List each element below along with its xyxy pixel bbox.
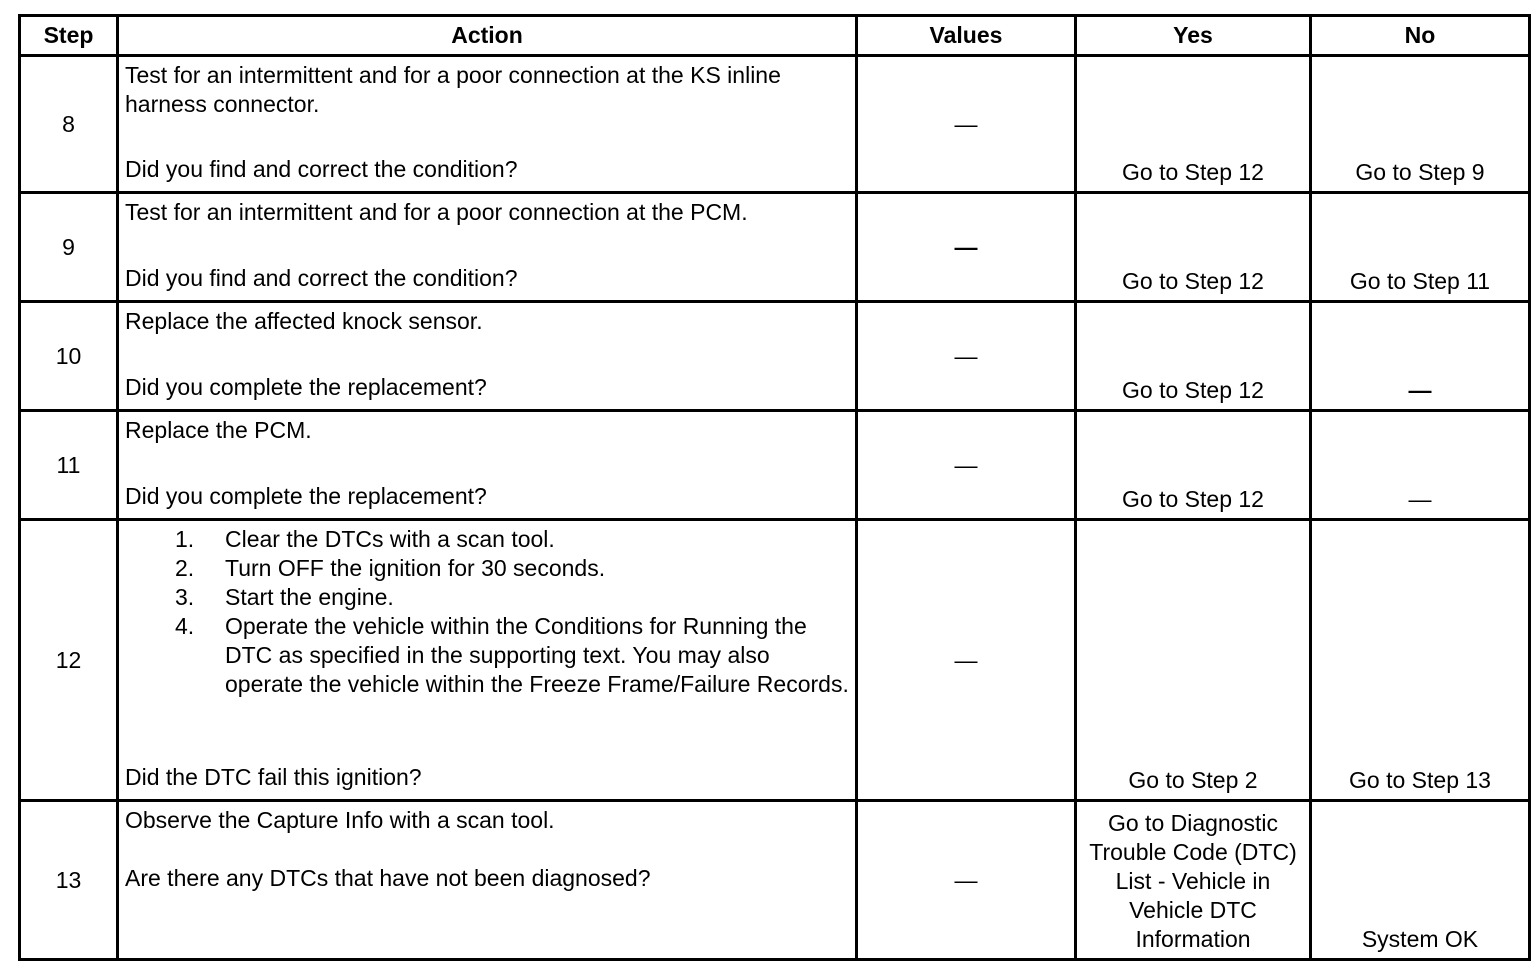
values-cell: — bbox=[857, 411, 1076, 520]
action-cell bbox=[118, 302, 857, 411]
action-question: Did you find and correct the condition? bbox=[125, 156, 518, 182]
substep-text: Turn OFF the ignition for 30 seconds. bbox=[225, 555, 606, 581]
action-text: Test for an intermittent and for a poor connection at the KS inline harness connector. bbox=[125, 62, 781, 117]
values-cell: — bbox=[857, 520, 1076, 801]
substep-number: 3. bbox=[175, 584, 195, 610]
header-step: Step bbox=[20, 16, 118, 56]
action-text: Observe the Capture Info with a scan tool. bbox=[125, 807, 555, 833]
table-row bbox=[20, 56, 1530, 193]
header-values: Values bbox=[857, 16, 1076, 56]
values-cell: — bbox=[857, 56, 1076, 193]
substep-text: Operate the vehicle within the Conditions for Running the DTC as specified in the supporting text. You may also operate the vehicle within the Freeze Frame/Failure Records. bbox=[225, 613, 849, 697]
substep-list bbox=[125, 525, 849, 699]
header-action: Action bbox=[118, 16, 857, 56]
no-cell: — bbox=[1311, 411, 1530, 520]
action-question: Did you complete the replacement? bbox=[125, 374, 487, 400]
action-cell bbox=[118, 193, 857, 302]
yes-cell: Go to Diagnostic Trouble Code (DTC) List - Vehicle in Vehicle DTC Information bbox=[1076, 801, 1311, 960]
values-cell: — bbox=[857, 302, 1076, 411]
table-row bbox=[20, 411, 1530, 520]
list-item bbox=[125, 525, 849, 554]
header-no: No bbox=[1311, 16, 1530, 56]
no-cell: System OK bbox=[1311, 801, 1530, 960]
step-number: 10 bbox=[20, 302, 118, 411]
header-row bbox=[20, 16, 1530, 56]
list-item bbox=[125, 554, 849, 583]
no-cell: — bbox=[1311, 302, 1530, 411]
action-cell bbox=[118, 801, 857, 960]
substep-number: 4. bbox=[175, 613, 195, 639]
yes-cell: Go to Step 12 bbox=[1076, 193, 1311, 302]
action-question: Are there any DTCs that have not been diagnosed? bbox=[125, 865, 651, 891]
no-cell: Go to Step 13 bbox=[1311, 520, 1530, 801]
table-row bbox=[20, 302, 1530, 411]
substep-number: 1. bbox=[175, 526, 195, 552]
substep-text: Clear the DTCs with a scan tool. bbox=[225, 526, 555, 552]
substep-number: 2. bbox=[175, 555, 195, 581]
action-question: Did the DTC fail this ignition? bbox=[125, 764, 422, 790]
action-question: Did you complete the replacement? bbox=[125, 483, 487, 509]
list-item bbox=[125, 612, 849, 699]
yes-cell: Go to Step 12 bbox=[1076, 411, 1311, 520]
table-row bbox=[20, 520, 1530, 801]
yes-cell: Go to Step 2 bbox=[1076, 520, 1311, 801]
no-cell: Go to Step 11 bbox=[1311, 193, 1530, 302]
step-number: 12 bbox=[20, 520, 118, 801]
no-cell: Go to Step 9 bbox=[1311, 56, 1530, 193]
header-yes: Yes bbox=[1076, 16, 1311, 56]
action-text: Test for an intermittent and for a poor connection at the PCM. bbox=[125, 199, 748, 225]
action-question: Did you find and correct the condition? bbox=[125, 265, 518, 291]
yes-cell: Go to Step 12 bbox=[1076, 56, 1311, 193]
action-cell bbox=[118, 411, 857, 520]
yes-cell: Go to Step 12 bbox=[1076, 302, 1311, 411]
action-cell bbox=[118, 520, 857, 801]
action-text: Replace the affected knock sensor. bbox=[125, 308, 483, 334]
substep-text: Start the engine. bbox=[225, 584, 394, 610]
values-cell: — bbox=[857, 193, 1076, 302]
step-number: 8 bbox=[20, 56, 118, 193]
table-row bbox=[20, 193, 1530, 302]
step-number: 13 bbox=[20, 801, 118, 960]
list-item bbox=[125, 583, 849, 612]
action-cell bbox=[118, 56, 857, 193]
action-text: Replace the PCM. bbox=[125, 417, 312, 443]
step-number: 9 bbox=[20, 193, 118, 302]
step-number: 11 bbox=[20, 411, 118, 520]
values-cell: — bbox=[857, 801, 1076, 960]
table-row bbox=[20, 801, 1530, 960]
diagnostic-table bbox=[18, 14, 1531, 961]
